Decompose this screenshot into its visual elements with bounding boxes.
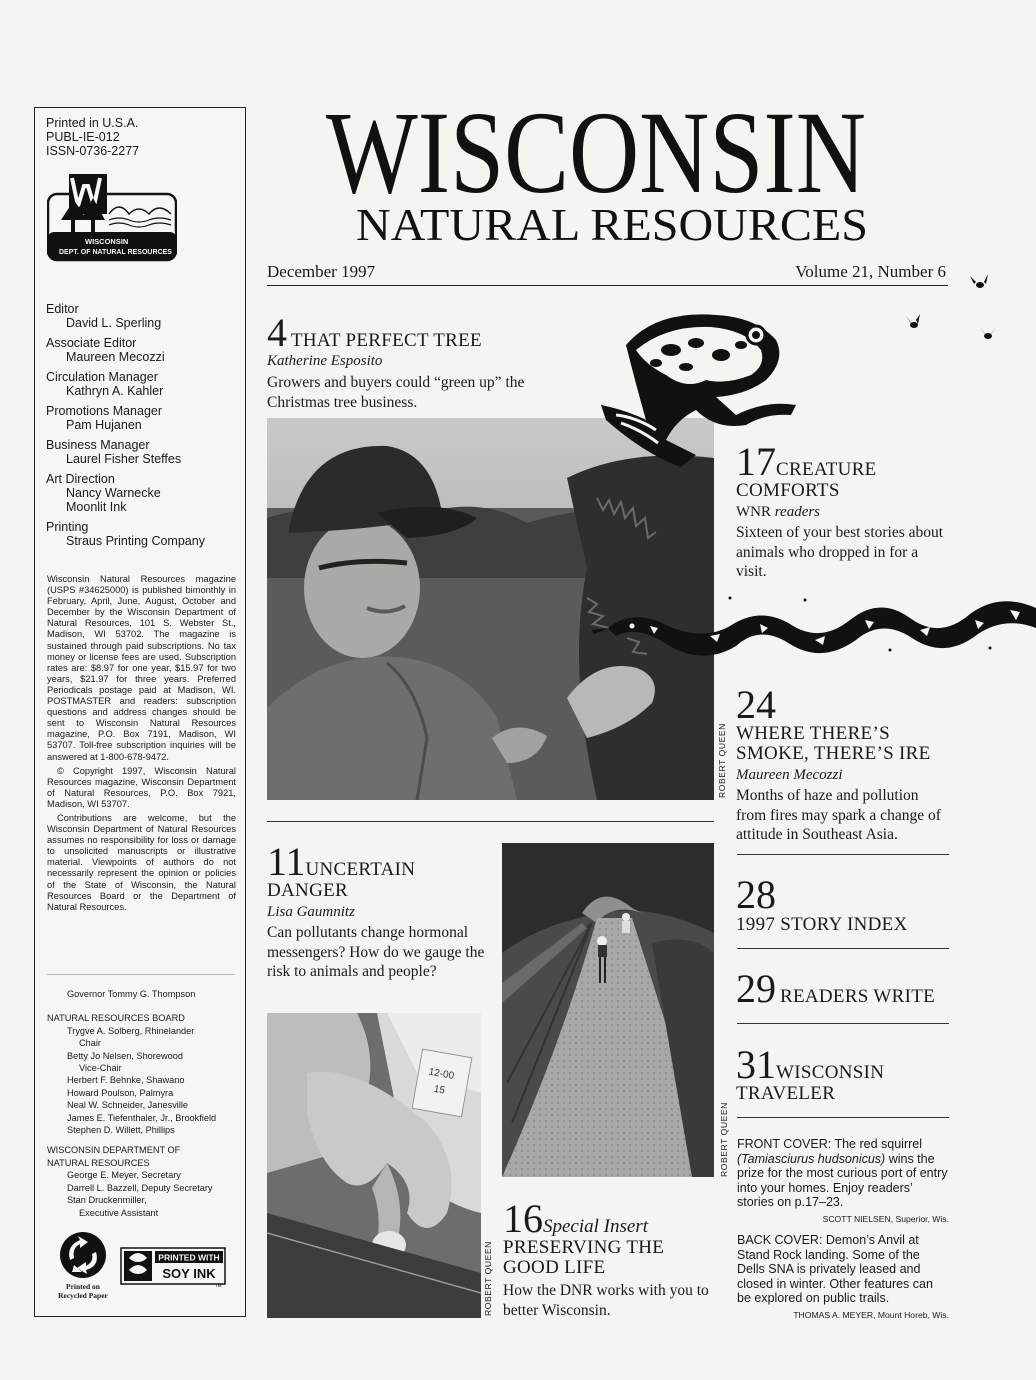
staff-role: Art Direction bbox=[46, 472, 115, 486]
board-member: Betty Jo Nelsen, Shorewood bbox=[67, 1050, 183, 1061]
story-number: 16 bbox=[503, 1196, 543, 1241]
staff-name: Laurel Fisher Steffes bbox=[66, 452, 182, 466]
staff-role: Associate Editor bbox=[46, 336, 137, 350]
dept-member: Darrell L. Bazzell, Deputy Secretary bbox=[67, 1182, 213, 1193]
contributions-notice: Contributions are welcome, but the Wisconsin Department of Natural Resources assumes no responsibility for loss or damage to unsolicited manuscripts or illustrative material. Viewpoints of authors do not necessarily represent the opinion or policies of the State of Wisconsin, the Natural Resources Board or the Department of Natural Resources. bbox=[47, 812, 236, 912]
story-title-2: COMFORTS bbox=[736, 480, 840, 501]
magazine-title bbox=[322, 96, 870, 204]
magazine-subtitle bbox=[352, 198, 872, 248]
soy-text-1: PRINTED WITH bbox=[158, 1252, 220, 1263]
story-number: 11 bbox=[267, 839, 306, 884]
title-natural-resources: NATURAL RESOURCES bbox=[356, 199, 868, 248]
dnr-logo bbox=[47, 174, 177, 262]
staff-role: Promotions Manager bbox=[46, 404, 163, 418]
special-insert-label: Special Insert bbox=[543, 1216, 649, 1237]
recycled-text-1: Printed on bbox=[66, 1282, 100, 1291]
story-24[interactable] bbox=[736, 682, 948, 845]
printed-line: Printed in U.S.A. bbox=[46, 116, 139, 130]
story-29[interactable] bbox=[736, 966, 948, 1011]
board-member: James E. Tiefenthaler, Jr., Brookfield bbox=[67, 1112, 217, 1123]
story-author: readers bbox=[771, 504, 821, 520]
board-member: Howard Poulson, Palmyra bbox=[67, 1087, 174, 1098]
story-number: 17 bbox=[736, 439, 776, 484]
story-description: Can pollutants change hormonal messengers? How do we gauge the risk to animals and people? bbox=[267, 924, 485, 980]
dept-heading: WISCONSIN DEPARTMENT OF bbox=[47, 1145, 181, 1156]
staff-promotions-manager bbox=[46, 404, 241, 432]
recycled-text-2: Recycled Paper bbox=[58, 1291, 108, 1300]
story-author: Katherine Esposito bbox=[267, 353, 383, 369]
photo-credit-3: ROBERT QUEEN bbox=[483, 1241, 493, 1316]
officials-list bbox=[47, 988, 239, 1219]
soy-ink-badge bbox=[119, 1240, 227, 1288]
divider bbox=[737, 1117, 949, 1118]
staff-name: Nancy Warnecke bbox=[66, 486, 161, 500]
issue-date: December 1997 bbox=[267, 262, 376, 281]
copyright-notice: © Copyright 1997, Wisconsin Natural Resources magazine, Wisconsin Department of Natural Resources, P.O. Box 7921, Madison, WI 53707. bbox=[47, 765, 236, 809]
staff-role: Printing bbox=[46, 520, 89, 534]
photo-bike-trail bbox=[502, 843, 714, 1177]
author-wnr: WNR bbox=[736, 504, 771, 520]
story-description: Months of haze and pollution from fires may spark a change of attitude in Southeast Asia. bbox=[736, 787, 941, 843]
governor: Governor Tommy G. Thompson bbox=[67, 989, 196, 999]
story-description: Growers and buyers could “green up” the Christmas tree business. bbox=[267, 374, 525, 411]
board-title: Vice-Chair bbox=[79, 1063, 122, 1074]
story-title: UNCERTAIN bbox=[305, 859, 416, 880]
dept-title: Executive Assistant bbox=[79, 1207, 159, 1218]
staff-name: David L. Sperling bbox=[66, 316, 162, 330]
trademark: TM bbox=[215, 1283, 222, 1288]
back-cover-credit: THOMAS A. MEYER, Mount Horeb, Wis. bbox=[793, 1309, 949, 1320]
story-title: WISCONSIN bbox=[776, 1062, 885, 1083]
board-heading: NATURAL RESOURCES BOARD bbox=[47, 1013, 185, 1024]
divider bbox=[267, 821, 714, 822]
staff-circulation-manager bbox=[46, 370, 241, 398]
logo-text-wisconsin: WISCONSIN bbox=[85, 237, 129, 246]
dept-heading-2: NATURAL RESOURCES bbox=[47, 1157, 150, 1168]
story-11[interactable] bbox=[267, 839, 492, 982]
story-title: 1997 STORY INDEX bbox=[736, 914, 908, 935]
issn-number: ISSN-0736-2277 bbox=[46, 144, 140, 158]
photo-credit-1: ROBERT QUEEN bbox=[717, 723, 727, 798]
staff-role: Circulation Manager bbox=[46, 370, 158, 384]
staff-printing bbox=[46, 520, 241, 548]
publication-notice: Wisconsin Natural Resources magazine (USPS #34625000) is published bimonthly in February, April, June, August, October and December by the Wisconsin Department of Natural Resources, 101 S. Webster St., Madison, WI 53702. The magazine is sustained through paid subscriptions. No tax money or license fees are used. Subscription rates are: $8.97 for one year, $15.97 for two years, $21.97 for three years. Preferred Periodicals postage paid at Madison, WI. POSTMASTER and readers: subscription questions and address changes should be sent to Wisconsin Natural Resources magazine, P.O. Box 7191, Madison, WI 53707. Toll-free subscription inquiries will be answered at 1-800-678-9472. bbox=[47, 574, 236, 762]
story-title: CREATURE bbox=[776, 459, 877, 480]
story-description: Sixteen of your best stories about animals who dropped in for a visit. bbox=[736, 524, 944, 580]
story-author: Lisa Gaumnitz bbox=[267, 904, 355, 920]
staff-name: Maureen Mecozzi bbox=[66, 350, 165, 364]
flies-illustration bbox=[900, 270, 1010, 350]
staff-editor bbox=[46, 302, 241, 330]
front-cover-credit: SCOTT NIELSEN, Superior, Wis. bbox=[822, 1213, 949, 1224]
story-number: 24 bbox=[736, 682, 776, 727]
divider bbox=[737, 854, 949, 855]
species-name: (Tamiasciurus hudsonicus) bbox=[737, 1151, 886, 1166]
story-28[interactable] bbox=[736, 872, 948, 936]
sidebar-divider bbox=[47, 974, 235, 975]
masthead-sidebar bbox=[34, 107, 246, 1317]
staff-associate-editor bbox=[46, 336, 241, 364]
dept-member: George E. Meyer, Secretary bbox=[67, 1170, 181, 1181]
board-title: Chair bbox=[79, 1038, 101, 1049]
recycle-icon bbox=[52, 1230, 114, 1280]
staff-role: Editor bbox=[46, 302, 79, 316]
story-number: 28 bbox=[736, 872, 776, 917]
board-member: Stephen D. Willett, Phillips bbox=[67, 1125, 175, 1136]
board-member: Neal W. Schneider, Janesville bbox=[67, 1100, 189, 1111]
story-title: PRESERVING THE GOOD LIFE bbox=[503, 1237, 665, 1278]
story-author: Maureen Mecozzi bbox=[736, 767, 843, 783]
publ-number: PUBL-IE-012 bbox=[46, 130, 120, 144]
staff-list bbox=[46, 296, 241, 548]
board-member: Trygve A. Solberg, Rhinelander bbox=[67, 1025, 195, 1036]
staff-name: Pam Hujanen bbox=[66, 418, 142, 432]
legal-notice bbox=[47, 574, 236, 913]
recycled-paper-badge bbox=[49, 1230, 117, 1300]
soy-text-2: SOY INK bbox=[162, 1266, 216, 1281]
story-number: 4 bbox=[267, 310, 287, 355]
staff-name: Kathryn A. Kahler bbox=[66, 384, 164, 398]
board-member: Herbert F. Behnke, Shawano bbox=[67, 1075, 185, 1086]
story-description: How the DNR works with you to better Wisconsin. bbox=[503, 1282, 709, 1319]
story-number: 29 bbox=[736, 966, 776, 1011]
back-cover-text: BACK COVER: Demon’s Anvil at Stand Rock landing. Some of the Dells SNA is privately leased and closed in winter. Other features can be explored on public trails. bbox=[737, 1233, 933, 1305]
story-16[interactable] bbox=[503, 1196, 718, 1320]
story-17[interactable] bbox=[736, 439, 948, 582]
tag-label-2: 15 bbox=[432, 1083, 446, 1097]
issue-volume: Volume 21, Number 6 bbox=[795, 262, 946, 281]
staff-role: Business Manager bbox=[46, 438, 150, 452]
story-title: THAT PERFECT TREE bbox=[291, 330, 482, 351]
staff-name: Straus Printing Company bbox=[66, 534, 205, 548]
story-title: WHERE THERE’S SMOKE, THERE’S IRE bbox=[736, 723, 931, 764]
photo-credit-2: ROBERT QUEEN bbox=[719, 1102, 729, 1177]
title-wisconsin: WISCONSIN bbox=[326, 96, 866, 204]
front-cover-caption bbox=[737, 1137, 949, 1226]
tag-label-1: 12-00 bbox=[427, 1066, 455, 1082]
back-cover-caption bbox=[737, 1233, 949, 1322]
story-number: 31 bbox=[736, 1042, 776, 1087]
dept-member: Stan Druckenmiller, bbox=[67, 1195, 147, 1206]
story-title: READERS WRITE bbox=[780, 986, 936, 1007]
front-cover-text-2: wins the prize for the most curious port of entry into your homes. Enjoy readers’ stories on p.17–23. bbox=[737, 1151, 948, 1209]
header-rule bbox=[267, 285, 948, 286]
divider bbox=[737, 1023, 949, 1024]
logo-text-dept: DEPT. OF NATURAL RESOURCES bbox=[59, 249, 172, 256]
photo-hand-egg bbox=[267, 1013, 481, 1318]
story-title-2: DANGER bbox=[267, 880, 348, 901]
snake-illustration bbox=[590, 588, 1036, 658]
story-31[interactable] bbox=[736, 1042, 948, 1104]
story-title-2: TRAVELER bbox=[736, 1083, 836, 1104]
front-cover-text: FRONT COVER: The red squirrel bbox=[737, 1137, 923, 1151]
staff-art-direction bbox=[46, 472, 241, 514]
divider bbox=[737, 948, 949, 949]
story-4[interactable] bbox=[267, 310, 587, 412]
publication-info bbox=[46, 116, 139, 158]
staff-name-2: Moonlit Ink bbox=[66, 500, 127, 514]
staff-business-manager bbox=[46, 438, 241, 466]
